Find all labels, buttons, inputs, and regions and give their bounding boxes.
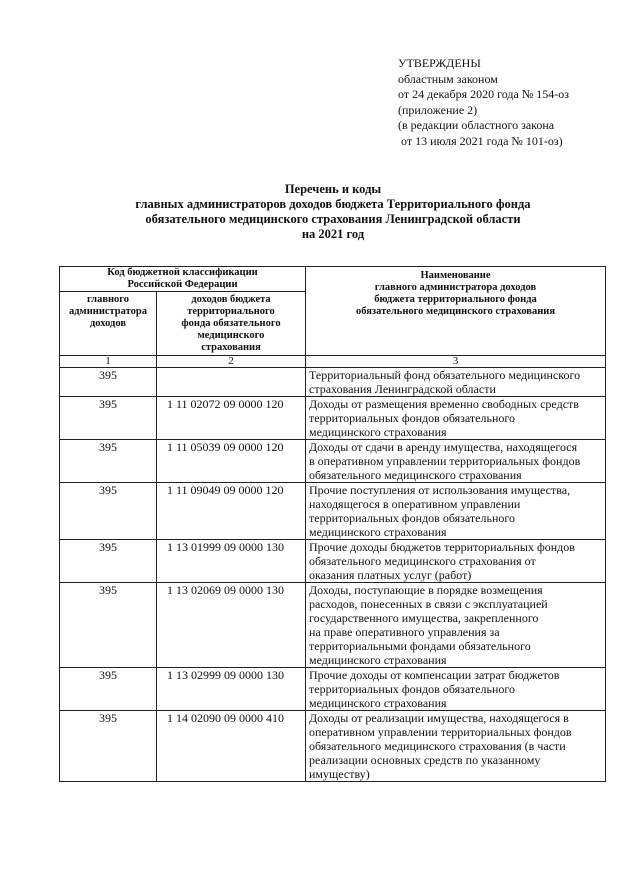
admin-code-cell: 395 [60,540,157,583]
title-line: главных администраторов доходов бюджета Территориального фонда [135,197,531,211]
approval-line: (в редакции областного закона [398,118,555,132]
header-revenue-code [157,292,306,356]
revenue-name-cell [306,483,606,540]
header-group-line: Российской Федерации [127,279,238,290]
header-line: медицинского [197,330,265,341]
approval-line: УТВЕРЖДЕНЫ [398,56,481,70]
revenue-name-line: Территориальный фонд обязательного медицинского [309,368,581,382]
header-line: фонда обязательного [181,318,281,329]
revenue-name-line: Доходы от размещения временно свободных средств [309,397,579,411]
table-row [60,711,606,782]
document-title [60,182,606,242]
admin-code-cell: 395 [60,711,157,782]
revenue-name-line: медицинского страхования [309,425,447,439]
revenue-name-line: медицинского страхования [309,525,447,539]
revenue-name-line: имуществу) [309,767,370,781]
revenue-name-line: расходов, понесенных в связи с эксплуатацией [309,597,548,611]
revenue-name-line: территориальных фондов обязательного [309,411,516,425]
revenue-name-line: Прочие поступления от использования имущества, [309,483,571,497]
revenue-code-cell: 1 13 02999 09 0000 130 [157,668,306,711]
approval-line: от 24 декабря 2020 года № 154-оз [398,87,570,101]
header-line: доходов [89,318,127,329]
header-line: обязательного медицинского страхования [355,306,556,317]
table-row [60,540,606,583]
revenue-name-cell [306,668,606,711]
revenue-name-cell [306,440,606,483]
column-numbers-row [60,356,606,368]
revenue-code-cell [157,368,306,397]
header-admin-code [60,292,157,356]
revenue-name-line: государственного имущества, закрепленного [309,611,539,625]
approval-stamp [398,56,569,149]
revenue-code-cell: 1 14 02090 09 0000 410 [157,711,306,782]
table-row [60,368,606,397]
approval-line: областным законом [398,71,498,86]
table-row [60,583,606,668]
header-group-line: Код бюджетной классификации [107,267,258,278]
revenue-name-cell [306,368,606,397]
revenue-name-line: медицинского страхования [309,653,447,667]
revenue-admins-table [59,266,606,782]
column-number: 2 [157,356,306,368]
header-line: главного [86,294,130,305]
admin-code-cell: 395 [60,668,157,711]
admin-code-cell: 395 [60,483,157,540]
revenue-name-line: Доходы от реализации имущества, находящегося в [309,711,569,725]
revenue-name-line: территориальных фондов обязательного [309,682,516,696]
header-line: главного администратора доходов [374,282,537,293]
revenue-name-line: обязательного медицинского страхования от [309,554,536,568]
admin-code-cell: 395 [60,397,157,440]
revenue-code-cell: 1 11 02072 09 0000 120 [157,397,306,440]
table-row [60,440,606,483]
revenue-name-line: обязательного медицинского страхования (в части [309,739,566,753]
header-name [306,267,606,356]
header-line: Наименование [420,270,491,281]
revenue-name-cell [306,540,606,583]
admin-code-cell: 395 [60,440,157,483]
revenue-name-line: Прочие доходы от компенсации затрат бюджетов [309,668,560,682]
table-body [60,356,606,782]
revenue-code-cell: 1 11 09049 09 0000 120 [157,483,306,540]
revenue-name-line: реализации основных средств по указанному [309,753,541,767]
revenue-name-line: страхования Ленинградской области [309,382,496,396]
revenue-name-cell [306,583,606,668]
header-line: территориального [187,306,275,317]
revenue-name-line: Доходы, поступающие в порядке возмещения [309,583,543,597]
approval-line: (приложение 2) [398,102,478,117]
table-row [60,397,606,440]
header-line: страхования [201,342,261,353]
header-line: администратора [69,306,147,317]
revenue-name-cell [306,397,606,440]
admin-code-cell: 395 [60,583,157,668]
revenue-code-cell: 1 11 05039 09 0000 120 [157,440,306,483]
revenue-name-line: медицинского страхования [309,696,447,710]
title-line: на 2021 год [301,227,365,241]
table-row [60,668,606,711]
approval-line: от 13 июля 2021 года № 101-оз) [398,133,563,148]
header-line: бюджета территориального фонда [374,294,537,305]
revenue-name-line: обязательного медицинского страхования [309,468,522,482]
revenue-name-line: Доходы от сдачи в аренду имущества, находящегося [309,440,578,454]
column-number: 3 [306,356,606,368]
header-line: доходов бюджета [191,294,271,305]
revenue-name-line: оперативном управлении территориальных фондов [309,725,572,739]
revenue-name-line: в оперативном управлении территориальных фондов [309,454,581,468]
revenue-code-cell: 1 13 02069 09 0000 130 [157,583,306,668]
revenue-name-line: Прочие доходы бюджетов территориальных фондов [309,540,575,554]
admin-code-cell: 395 [60,368,157,397]
revenue-name-line: оказания платных услуг (работ) [309,568,472,582]
header-budget-classification [60,267,306,292]
table-row [60,483,606,540]
title-line: Перечень и коды [284,182,382,196]
revenue-code-cell: 1 13 01999 09 0000 130 [157,540,306,583]
title-line: обязательного медицинского страхования Ленинградской области [145,212,521,226]
revenue-name-line: находящегося в оперативном управлении [309,497,521,511]
revenue-name-cell [306,711,606,782]
revenue-name-line: на праве оперативного управления за [309,625,500,639]
revenue-name-line: территориальными фондами обязательного [309,639,531,653]
revenue-name-line: территориальных фондов обязательного [309,511,516,525]
column-number: 1 [60,356,157,368]
